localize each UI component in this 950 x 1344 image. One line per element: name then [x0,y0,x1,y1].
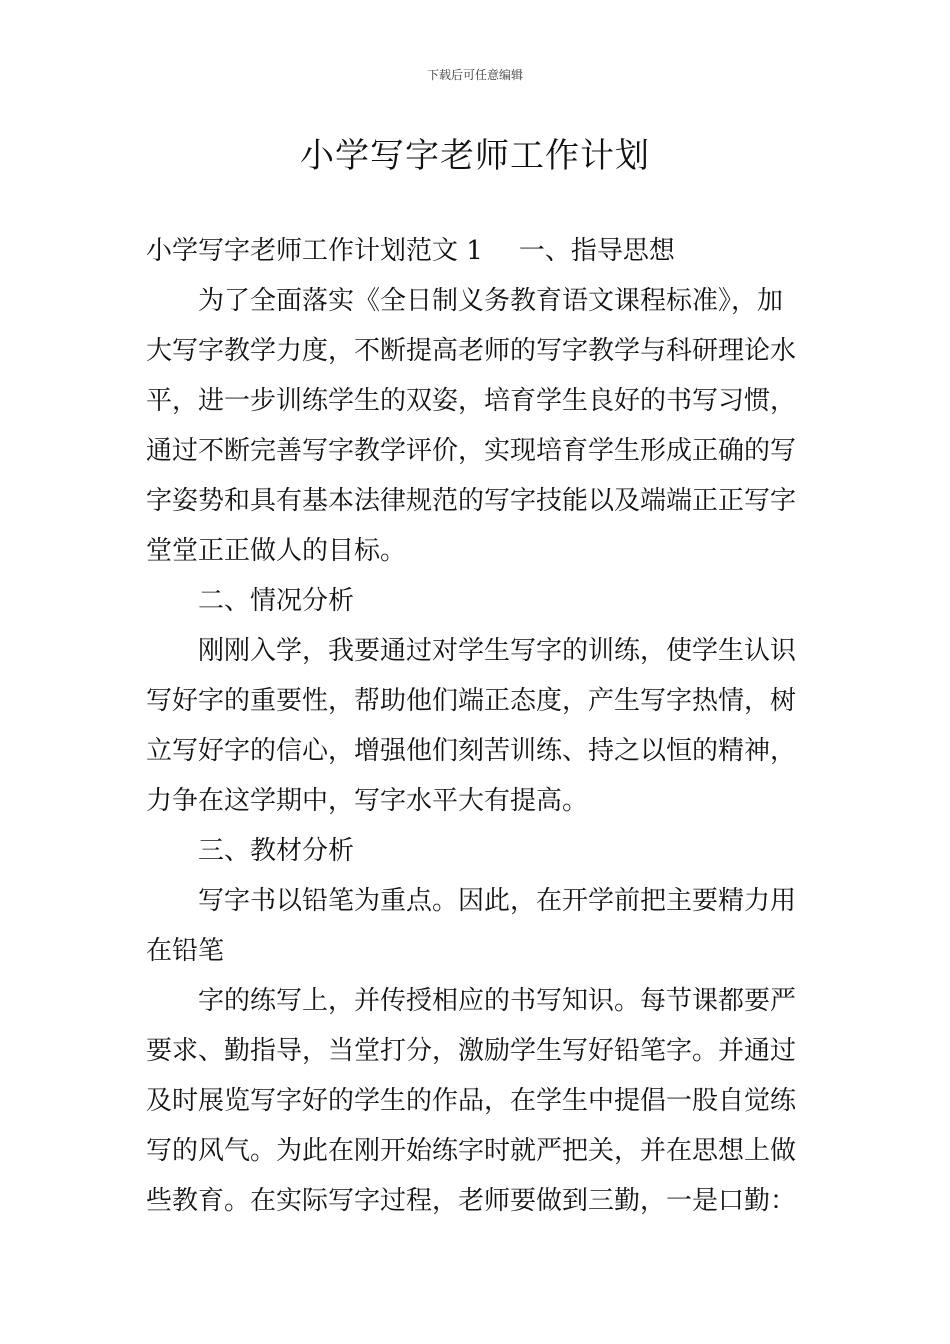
document-title: 小学写字老师工作计划 [300,136,650,176]
document-subtitle: 小学写字老师工作计划范文 1 [146,236,483,266]
paragraph-line: 在铅笔 [146,936,225,966]
paragraph-line: 通过不断完善写字教学评价，实现培育学生形成正确的写 [146,436,797,466]
paragraph-line: 力争在这学期中，写字水平大有提高。 [146,786,589,816]
paragraph-line: 字姿势和具有基本法律规范的写字技能以及端端正正写字 [146,486,797,516]
section-heading-material-analysis: 三、教材分析 [198,836,355,866]
paragraph-line: 写字书以铅笔为重点。因此，在开学前把主要精力用 [198,886,797,916]
document-body [146,226,808,1226]
paragraph-line: 要求、勤指导，当堂打分，激励学生写好铅笔字。并通过 [146,1036,797,1066]
paragraph-line: 刚刚入学，我要通过对学生写字的训练，使学生认识 [198,636,797,666]
paragraph-line: 写的风气。为此在刚开始练字时就严把关，并在思想上做 [146,1136,797,1166]
section-heading-guiding-thought: 一、指导思想 [518,236,675,266]
paragraph-line: 大写字教学力度，不断提高老师的写字教学与科研理论水 [146,336,797,366]
paragraph-line: 堂堂正正做人的目标。 [146,536,407,566]
paragraph-line: 写好字的重要性，帮助他们端正态度，产生写字热情，树 [146,686,797,716]
section-heading-situation-analysis: 二、情况分析 [198,586,355,616]
paragraph-line: 立写好字的信心，增强他们刻苦训练、持之以恒的精神， [146,736,797,766]
paragraph-line: 为了全面落实《全日制义务教育语文课程标准》，加 [198,286,784,316]
intro-line [146,226,808,276]
paragraph-line: 平，进一步训练学生的双姿，培育学生良好的书写习惯， [146,386,797,416]
paragraph-line: 些教育。在实际写字过程，老师要做到三勤，一是口勤： [146,1186,797,1216]
paragraph-line: 及时展览写字好的学生的作品，在学生中提倡一股自觉练 [146,1086,797,1116]
header-note: 下载后可任意编辑 [426,68,523,82]
paragraph-line: 字的练写上，并传授相应的书写知识。每节课都要严 [198,986,797,1016]
